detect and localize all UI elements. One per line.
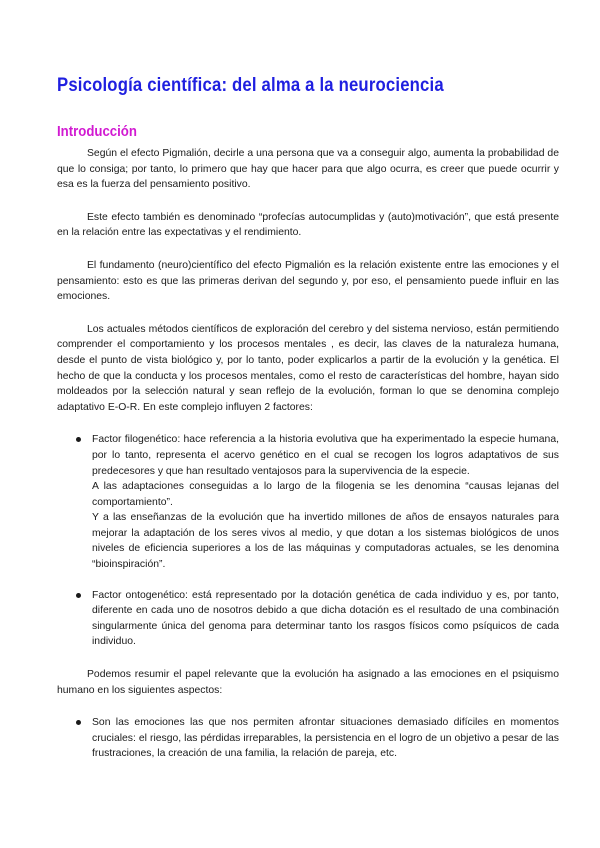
paragraph: Este efecto también es denominado “profecías autocumplidas y (auto)motivación”, que está presente en la relación entre las expectativas y el rendimiento.: [57, 211, 559, 239]
list-item-aspect: [57, 715, 559, 762]
list-item-factor-filogenetico: [57, 432, 559, 572]
paragraph: Según el efecto Pigmalión, decirle a una persona que va a conseguir algo, aumenta la probabilidad de que lo consiga; por tanto, lo primero que hay que hacer para que algo ocurra, es creer que puede ocurrir y esa es la fuerza del pensamiento positivo.: [57, 148, 559, 191]
bullet-icon: [76, 437, 81, 442]
paragraph: Los actuales métodos científicos de exploración del cerebro y del sistema nervioso, están permitiendo comprender el comportamiento y los procesos mentales , es decir, las claves de la naturaleza humana, desde el punto de vista biológico y, por lo tanto, poder explicarlos a partir de la evolución y la genética. El hecho de que la conducta y los procesos mentales, como el resto de características del hombre, hayan sido moldeados por la selección natural y sean reflejo de la evolución, forman lo que se denomina complejo adaptativo E-O-R. En este complejo influyen 2 factores:: [57, 323, 559, 413]
list-item-factor-ontogenetico: [57, 588, 559, 650]
aspects-list: [57, 715, 559, 762]
list-item-text: A las adaptaciones conseguidas a lo largo de la filogenia se les denomina “causas lejanas del comportamiento”.: [92, 481, 559, 508]
factors-list: [57, 432, 559, 650]
list-item-text: Factor ontogenético: está representado por la dotación genética de cada individuo y es, por tanto, diferente en cada uno de nosotros debido a que dicha dotación es el resultado de una combinación singularmente única del genoma para determinar tanto los rasgos físicos como psíquicos de cada individuo.: [92, 589, 559, 648]
bullet-icon: [76, 720, 81, 725]
list-item-text: Y a las enseñanzas de la evolución que ha invertido millones de años de ensayos naturales para mejorar la adaptación de los seres vivos al medio, y que dotan a los sistemas biológicos de unos niveles de eficiencia superiores a los de las máquinas y computadoras actuales, se les denomina “bioinspiración”.: [92, 512, 559, 571]
document-title: Psicología científica: del alma a la neurociencia: [57, 75, 444, 96]
paragraph: El fundamento (neuro)científico del efecto Pigmalión es la relación existente entre las emociones y el pensamiento: esto es que las primeras derivan del segundo y, por eso, el pensamiento puede influir en las emociones.: [57, 259, 559, 303]
list-item-text: Factor filogenético: hace referencia a la historia evolutiva que ha experimentado la especie humana, por lo tanto, representa el acervo genético en el cual se recogen los logros adaptativos de sus predecesores y que han resultado ventajosos para la supervivencia de la especie.: [92, 434, 559, 477]
section-heading: Introducción: [57, 123, 137, 140]
bullet-icon: [76, 593, 81, 598]
list-item-text: Son las emociones las que nos permiten afrontar situaciones demasiado difíciles en momentos cruciales: el riesgo, las pérdidas irreparables, la persistencia en el logro de un objetivo a pesar de las frustraciones, la creación de una familia, la relación de pareja, etc.: [92, 717, 559, 760]
summary-paragraph: Podemos resumir el papel relevante que la evolución ha asignado a las emociones en el psiquismo humano en los siguientes aspectos:: [57, 669, 559, 696]
